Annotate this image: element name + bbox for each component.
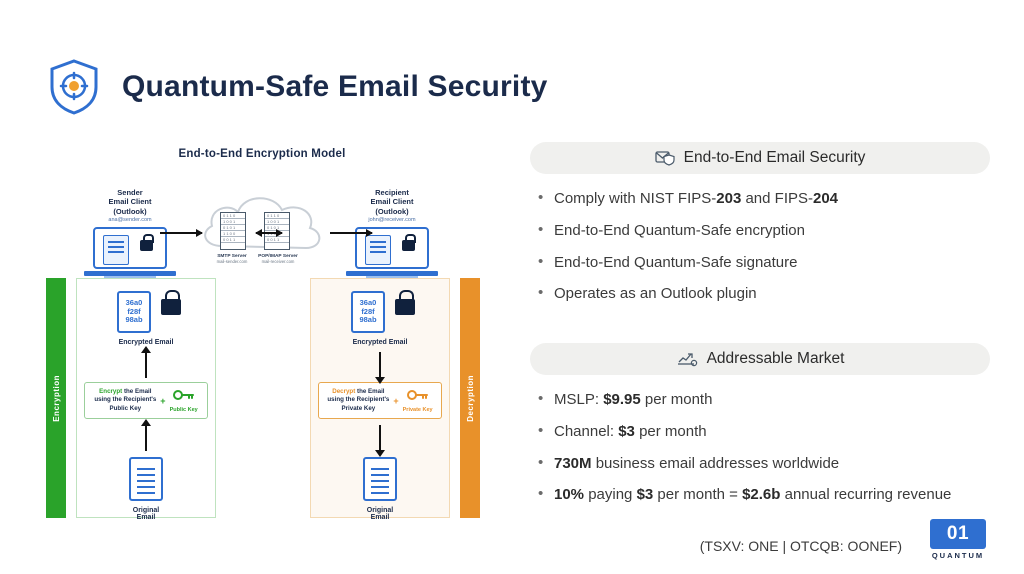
list-item: • End-to-End Quantum-Safe encryption: [530, 222, 990, 241]
public-key-label: Public Key: [169, 407, 198, 414]
encrypted-document-icon: 36a0 f28f 98ab: [351, 291, 385, 333]
page-title: Quantum-Safe Email Security: [122, 70, 548, 103]
public-key-group: [170, 388, 198, 413]
original-email-group-2: [311, 457, 449, 521]
key-icon: [173, 389, 195, 401]
lock-closed-icon: [395, 299, 415, 315]
diagram-nodes-row: [42, 166, 482, 276]
encrypted-email-caption: Encrypted Email: [118, 339, 174, 346]
encryption-rail: Encryption: [46, 278, 66, 518]
recipient-label-line2: Email Client: [370, 197, 414, 207]
encrypted-email-caption-2: Encrypted Email: [352, 339, 408, 346]
arrow-smtp-to-pop: [256, 232, 282, 234]
plus-sign: +: [160, 395, 166, 406]
private-key-group: [403, 388, 433, 413]
decryption-panel: [310, 278, 450, 522]
private-key-label: Private Key: [402, 407, 433, 414]
security-bullet-list: [530, 190, 990, 304]
recipient-label-line1: Recipient: [375, 188, 409, 197]
sender-email: ana@sender.com: [108, 217, 152, 224]
encrypted-email-group-2: [311, 279, 449, 346]
market-growth-icon: [676, 351, 698, 367]
encrypt-operation-box: [84, 382, 208, 419]
list-item: • MSLP: $9.95 per month: [530, 391, 990, 410]
recipient-email: john@receiver.com: [368, 217, 416, 224]
list-item: • 10% paying $3 per month = $2.6b annual recurring revenue: [530, 486, 990, 505]
decrypt-operation-box: [318, 382, 442, 419]
security-section-title: End-to-End Email Security: [683, 149, 866, 166]
security-section-header: [530, 142, 990, 174]
stock-ticker: (TSXV: ONE | OTCQB: OONEF): [699, 538, 902, 554]
sender-label-line1: Sender: [117, 188, 143, 197]
shield-check-icon: [48, 58, 100, 116]
cloud-network-icon: [192, 184, 332, 262]
arrow-decrypt-down: [379, 352, 381, 378]
sender-client-icon: [93, 227, 167, 269]
arrow-encrypt-up: [145, 352, 147, 378]
list-item: • Channel: $3 per month: [530, 423, 990, 442]
page-header: [48, 58, 548, 116]
sender-label-line3: (Outlook): [113, 206, 147, 216]
logo-text: QUANTUM: [931, 551, 985, 560]
logo-mark: 01: [930, 519, 986, 549]
pop-imap-server-label: POP/IMAP Server mail-receiver.com: [258, 254, 298, 264]
list-item: • 730M business email addresses worldwide: [530, 455, 990, 474]
list-item: • End-to-End Quantum-Safe signature: [530, 254, 990, 273]
encrypted-email-group: [77, 279, 215, 346]
recipient-label-line3: (Outlook): [375, 206, 409, 216]
market-section-header: [530, 343, 990, 375]
encrypted-document-icon: 36a0 f28f 98ab: [117, 291, 151, 333]
encrypt-operation-text: Encrypt the Email using the Recipient's Public Key: [94, 388, 157, 412]
market-bullet-list: [530, 391, 990, 505]
diagram-title: End-to-End Encryption Model: [178, 148, 346, 160]
arrow-original-up: [145, 425, 147, 451]
original-document-icon: [129, 457, 163, 501]
lock-icon: [402, 240, 415, 251]
plus-sign: +: [393, 395, 399, 406]
list-item: • Comply with NIST FIPS-203 and FIPS-204: [530, 190, 990, 209]
list-item: • Operates as an Outlook plugin: [530, 285, 990, 304]
smtp-server-icon: 0 1 1 0 1 0 0 1 0 1 0 1 1 1 0 0 0 0 1 1: [220, 212, 246, 250]
pop-imap-server-icon: 0 1 1 0 1 0 0 1 0 1 0 1 0 0 1 1: [264, 212, 290, 250]
market-section-title: Addressable Market: [706, 350, 845, 367]
key-icon: [407, 389, 429, 401]
original-email-group: [77, 457, 215, 521]
lock-icon: [140, 240, 153, 251]
right-content: [530, 142, 990, 518]
encryption-model-diagram: [42, 148, 482, 520]
smtp-server-label: SMTP Server mail-sender.com: [216, 254, 248, 264]
decrypt-operation-text: Decrypt the Email using the Recipient's Private Key: [327, 388, 390, 412]
lock-closed-icon: [161, 299, 181, 315]
decryption-rail: Decryption: [460, 278, 480, 518]
arrow-to-original-down: [379, 425, 381, 451]
original-email-caption: Original Email: [132, 507, 160, 522]
original-document-icon: [363, 457, 397, 501]
encryption-panel: [76, 278, 216, 522]
email-shield-icon: [655, 150, 675, 166]
sender-label-line2: Email Client: [108, 197, 152, 207]
arrow-pop-to-recipient: [330, 232, 372, 234]
company-logo: [916, 519, 1000, 560]
arrow-sender-to-smtp: [160, 232, 202, 234]
original-email-caption-2: Original Email: [366, 507, 394, 522]
